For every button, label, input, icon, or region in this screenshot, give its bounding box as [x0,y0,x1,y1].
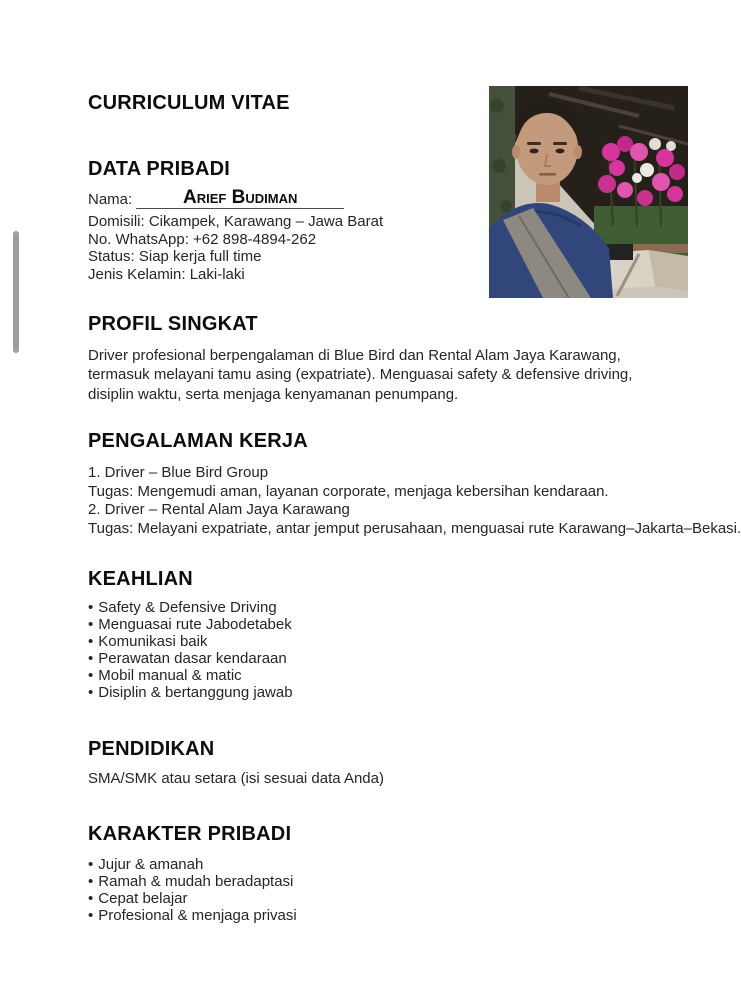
karakter-item-label: Cepat belajar [98,890,188,908]
keahlian-item-label: Perawatan dasar kendaraan [98,650,287,668]
list-item [88,667,508,684]
list-item [88,856,508,873]
data-pribadi-heading: DATA PRIBADI [88,158,231,180]
bullet-icon: • [88,650,94,668]
bullet-icon: • [88,684,94,702]
nama-value: Arief Budiman [136,187,344,209]
list-item [88,684,508,701]
nama-label: Nama: [88,191,133,208]
pengalaman-kerja-heading: PENGALAMAN KERJA [88,430,308,452]
pengalaman-tugas-2: Tugas: Melayani expatriate, antar jemput perusahaan, menguasai rute Karawang–Jakarta–Bekasi. [88,520,741,538]
status-line: Status: Siap kerja full time [88,248,262,265]
domisili-line: Domisili: Cikampek, Karawang – Jawa Barat [88,213,384,230]
section-keahlian [88,568,508,702]
section-pendidikan [88,738,538,788]
keahlian-list [88,599,508,702]
pengalaman-tugas-1: Tugas: Mengemudi aman, layanan corporate, menjaga kebersihan kendaraan. [88,482,609,500]
section-profil-singkat [88,313,666,404]
bullet-icon: • [88,907,94,925]
keahlian-item-label: Safety & Defensive Driving [98,599,277,616]
list-item [88,873,508,890]
list-item [88,616,508,633]
karakter-item-label: Profesional & menjaga privasi [98,907,297,925]
keahlian-item-label: Disiplin & bertanggung jawab [98,684,293,702]
nama-row [88,185,488,209]
bullet-icon: • [88,890,94,908]
keahlian-item-label: Menguasai rute Jabodetabek [98,616,292,634]
bullet-icon: • [88,633,94,651]
pengalaman-entry-2: 2. Driver – Rental Alam Jaya Karawang [88,501,350,519]
karakter-item-label: Ramah & mudah beradaptasi [98,873,294,891]
jenis-kelamin-line: Jenis Kelamin: Laki-laki [88,265,245,283]
list-item [88,890,508,907]
keahlian-item-label: Komunikasi baik [98,633,208,651]
karakter-list [88,856,508,924]
whatsapp-line: No. WhatsApp: +62 898-4894-262 [88,230,317,248]
profile-photo-illustration [489,86,688,298]
section-karakter-pribadi [88,823,508,924]
keahlian-heading: KEAHLIAN [88,568,193,590]
bullet-icon: • [88,667,94,685]
profil-singkat-heading: PROFIL SINGKAT [88,313,258,335]
bullet-icon: • [88,873,94,891]
vertical-scrollbar-thumb[interactable] [13,231,19,353]
profil-singkat-paragraph: Driver profesional berpengalaman di Blue Bird dan Rental Alam Jaya Karawang, termasuk melayani tamu asing (expatriate). Menguasai safety & defensive driving, disiplin waktu, serta menjaga kenyamanan penumpang. [88,347,633,403]
pendidikan-line: SMA/SMK atau setara (isi sesuai data Anda) [88,770,384,787]
keahlian-item-label: Mobil manual & matic [98,667,242,685]
list-item [88,599,508,616]
karakter-item-label: Jujur & amanah [98,856,204,873]
bullet-icon: • [88,856,94,873]
data-pribadi-lines [88,213,488,283]
bullet-icon: • [88,599,94,616]
pengalaman-kerja-lines [88,464,741,539]
pengalaman-entry-1: 1. Driver – Blue Bird Group [88,464,269,481]
section-pengalaman-kerja [88,430,741,539]
page-title: CURRICULUM VITAE [88,92,290,114]
list-item [88,650,508,667]
profile-photo [489,86,688,298]
list-item [88,633,508,650]
karakter-pribadi-heading: KARAKTER PRIBADI [88,823,292,845]
bullet-icon: • [88,616,94,634]
section-data-pribadi [88,158,488,283]
list-item [88,907,508,924]
pendidikan-heading: PENDIDIKAN [88,738,215,760]
